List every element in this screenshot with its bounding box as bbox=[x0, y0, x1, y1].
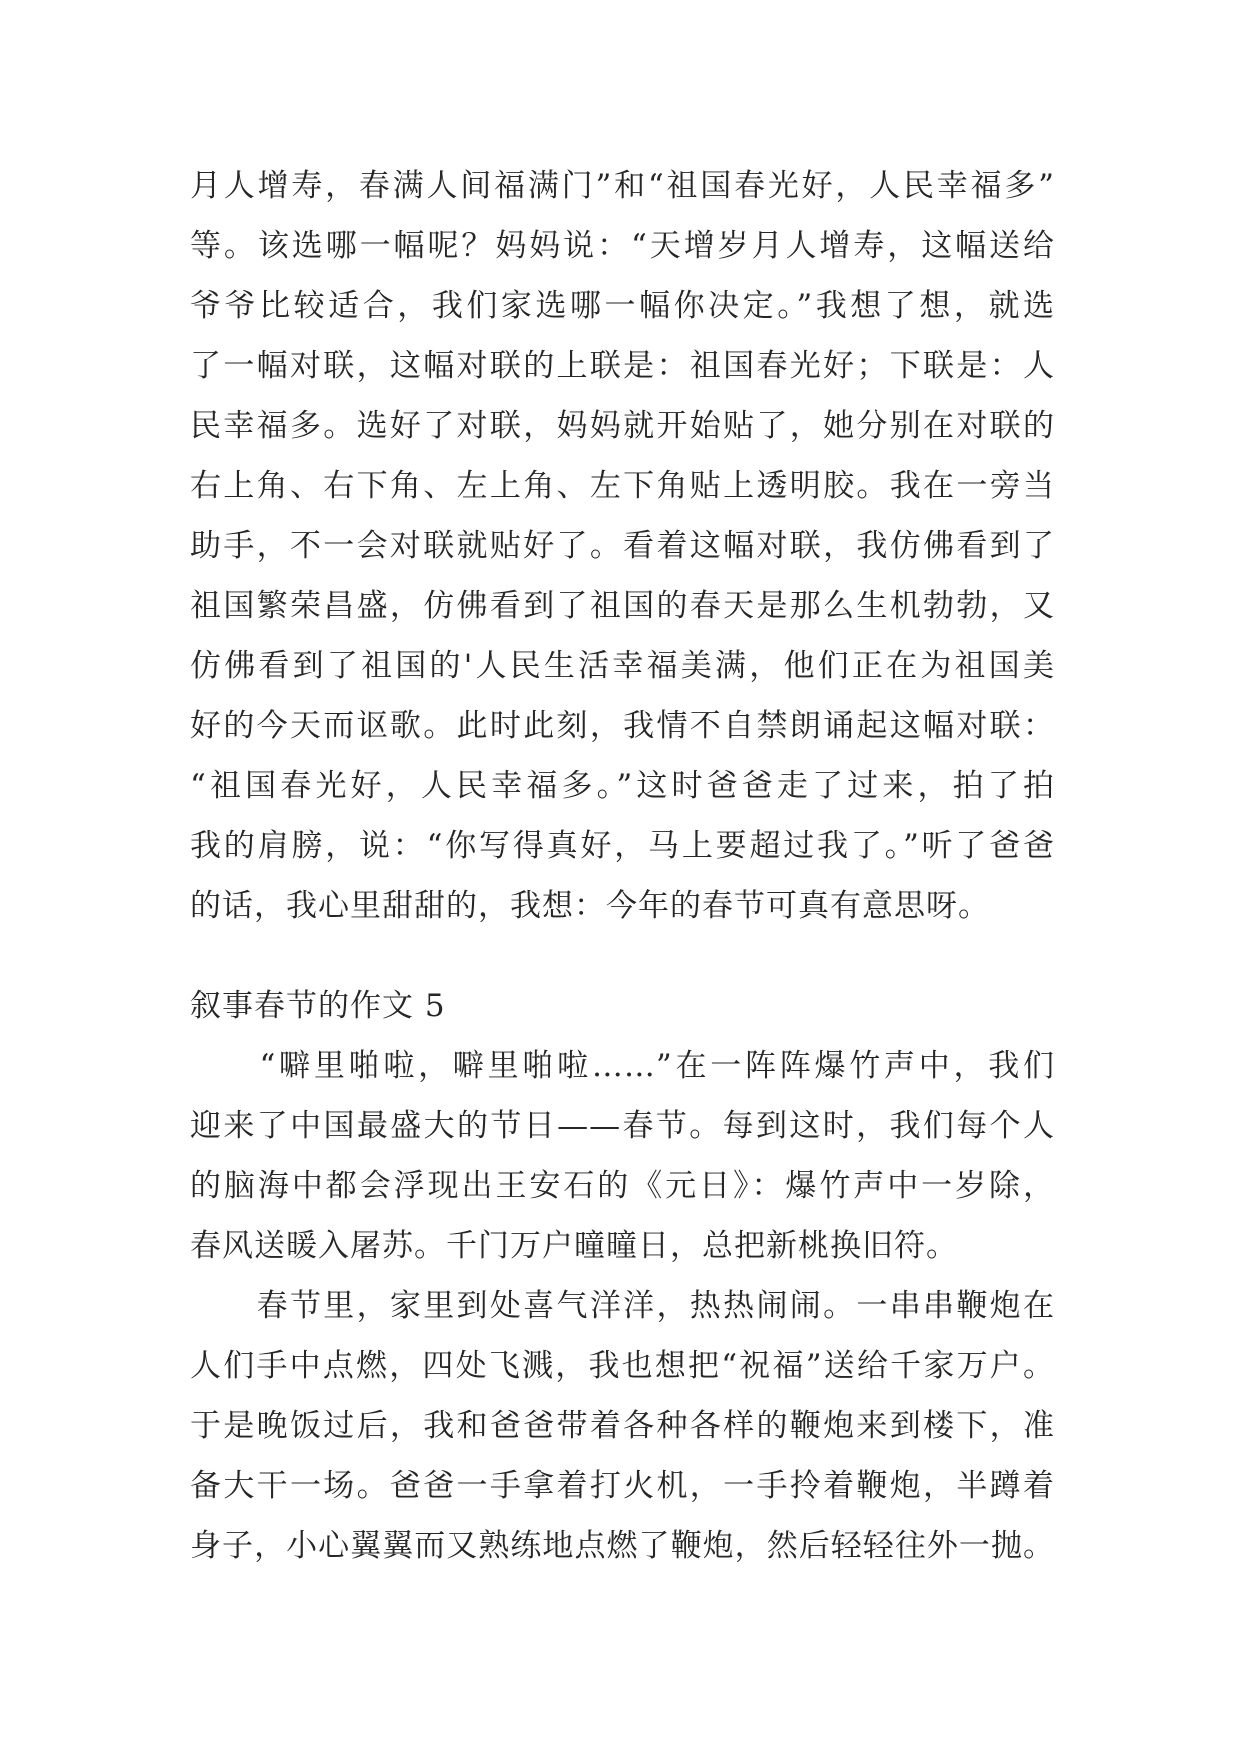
text-line: 我的肩膀，说：“你写得真好，马上要超过我了。”听了爸爸 bbox=[190, 828, 1055, 864]
paragraph-firecracker-night bbox=[190, 1276, 1055, 1576]
text-line: 祖国繁荣昌盛，仿佛看到了祖国的春天是那么生机勃勃，又 bbox=[190, 588, 1055, 624]
text-line: 月人增寿，春满人间福满门”和“祖国春光好，人民幸福多” bbox=[190, 168, 1055, 204]
paragraph-firecracker-intro bbox=[190, 1036, 1055, 1276]
text-line: 备大干一场。爸爸一手拿着打火机，一手拎着鞭炮，半蹲着 bbox=[190, 1468, 1055, 1504]
essay-body bbox=[190, 1036, 1055, 1576]
text-line: 助手，不一会对联就贴好了。看着这幅对联，我仿佛看到了 bbox=[190, 528, 1055, 564]
text-line: 仿佛看到了祖国的'人民生活幸福美满，他们正在为祖国美 bbox=[190, 648, 1055, 684]
text-line: 等。该选哪一幅呢？妈妈说：“天增岁月人增寿，这幅送给 bbox=[190, 228, 1055, 264]
text-line: “噼里啪啦，噼里啪啦……”在一阵阵爆竹声中，我们 bbox=[190, 1048, 1055, 1084]
text-line: 春节里，家里到处喜气洋洋，热热闹闹。一串串鞭炮在 bbox=[190, 1288, 1055, 1324]
text-line: 的脑海中都会浮现出王安石的《元日》：爆竹声中一岁除， bbox=[190, 1168, 1055, 1204]
text-line: 的话，我心里甜甜的，我想：今年的春节可真有意思呀。 bbox=[190, 888, 990, 924]
text-line: 了一幅对联，这幅对联的上联是：祖国春光好；下联是：人 bbox=[190, 348, 1055, 384]
text-line: “祖国春光好，人民幸福多。”这时爸爸走了过来，拍了拍 bbox=[190, 768, 1055, 804]
text-line: 好的今天而讴歌。此时此刻，我情不自禁朗诵起这幅对联： bbox=[190, 708, 1055, 744]
text-line: 右上角、右下角、左上角、左下角贴上透明胶。我在一旁当 bbox=[190, 468, 1055, 504]
text-line: 春风送暖入屠苏。千门万户曈曈日，总把新桃换旧符。 bbox=[190, 1228, 958, 1264]
text-line: 于是晚饭过后，我和爸爸带着各种各样的鞭炮来到楼下，准 bbox=[190, 1408, 1055, 1444]
text-line: 迎来了中国最盛大的节日——春节。每到这时，我们每个人 bbox=[190, 1108, 1055, 1144]
text-line: 人们手中点燃，四处飞溅，我也想把“祝福”送给千家万户。 bbox=[190, 1348, 1055, 1384]
text-line: 爷爷比较适合，我们家选哪一幅你决定。”我想了想，就选 bbox=[190, 288, 1055, 324]
section-title: 叙事春节的作文 5 bbox=[190, 988, 446, 1024]
paragraph-couplet-story bbox=[190, 156, 1055, 936]
text-line: 身子，小心翼翼而又熟练地点燃了鞭炮，然后轻轻往外一抛。 bbox=[190, 1528, 1055, 1564]
text-line: 民幸福多。选好了对联，妈妈就开始贴了，她分别在对联的 bbox=[190, 408, 1055, 444]
